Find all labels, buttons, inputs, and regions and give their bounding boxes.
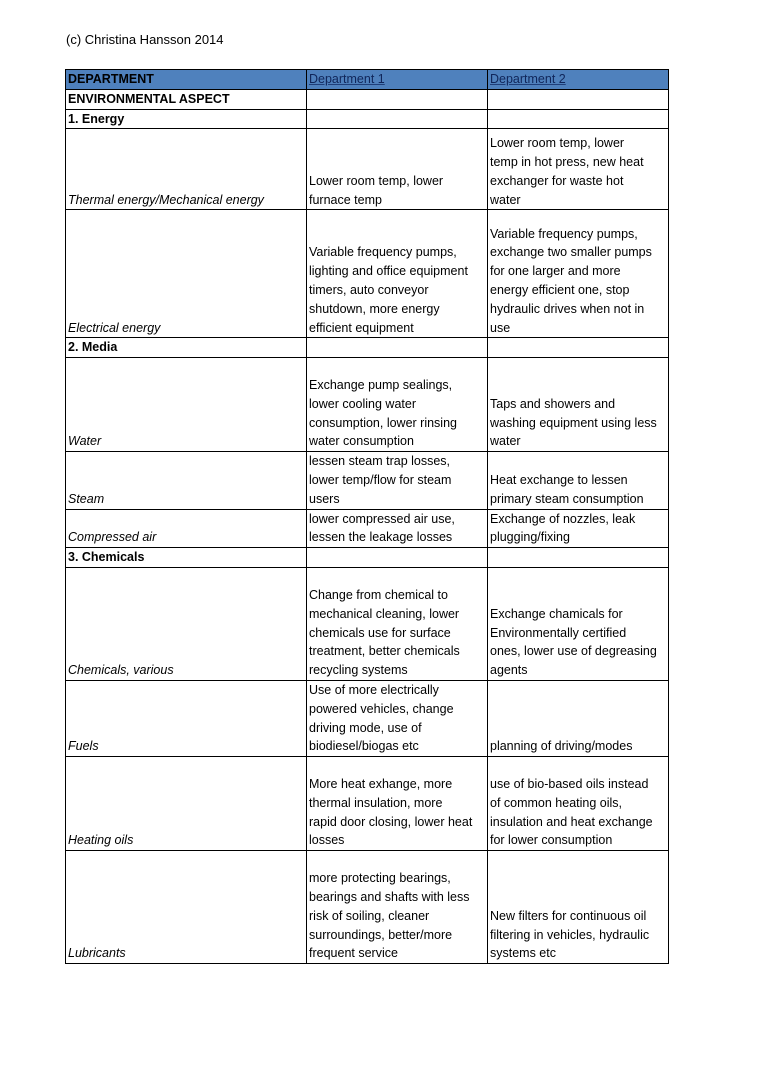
- table-row: [66, 358, 669, 452]
- table-row: [66, 548, 669, 568]
- aspect-cell: Heating oils: [66, 757, 307, 851]
- table-row: [66, 567, 669, 680]
- header-department: DEPARTMENT: [66, 70, 307, 90]
- department-1-cell: Variable frequency pumps, lighting and office equipment timers, auto conveyor shutdown, more energy efficient equipment: [307, 210, 488, 338]
- department-1-cell: lower compressed air use, lessen the leakage losses: [307, 509, 488, 548]
- department-2-cell: [488, 89, 669, 109]
- department-2-cell: Lower room temp, lower temp in hot press, new heat exchanger for waste hot water: [488, 129, 669, 210]
- department-1-cell: lessen steam trap losses, lower temp/flow for steam users: [307, 452, 488, 509]
- aspect-cell: Lubricants: [66, 851, 307, 964]
- header-department-2-label: Department 2: [490, 72, 566, 86]
- table-row: [66, 129, 669, 210]
- copyright-note: (c) Christina Hansson 2014: [66, 32, 224, 47]
- table-row: [66, 509, 669, 548]
- department-2-cell: Taps and showers and washing equipment using less water: [488, 358, 669, 452]
- header-department-1-label: Department 1: [309, 72, 385, 86]
- aspect-cell: Chemicals, various: [66, 567, 307, 680]
- aspect-cell: ENVIRONMENTAL ASPECT: [66, 89, 307, 109]
- department-2-cell: New filters for continuous oil filtering in vehicles, hydraulic systems etc: [488, 851, 669, 964]
- department-1-cell: [307, 548, 488, 568]
- department-1-cell: More heat exhange, more thermal insulation, more rapid door closing, lower heat losses: [307, 757, 488, 851]
- table-row: [66, 851, 669, 964]
- table-row: [66, 109, 669, 129]
- department-2-cell: Variable frequency pumps, exchange two smaller pumps for one larger and more energy efficient one, stop hydraulic drives when not in use: [488, 210, 669, 338]
- table-row: [66, 338, 669, 358]
- department-1-cell: [307, 89, 488, 109]
- department-2-cell: Heat exchange to lessen primary steam consumption: [488, 452, 669, 509]
- department-2-cell: [488, 109, 669, 129]
- table-header-row: [66, 70, 669, 90]
- aspect-cell: Steam: [66, 452, 307, 509]
- environmental-aspects-table: [65, 69, 669, 964]
- department-2-cell: planning of driving/modes: [488, 680, 669, 756]
- department-1-cell: [307, 338, 488, 358]
- department-1-cell: [307, 109, 488, 129]
- header-department-2-link[interactable]: [488, 70, 669, 90]
- table-row: [66, 452, 669, 509]
- department-1-cell: more protecting bearings, bearings and shafts with less risk of soiling, cleaner surroundings, better/more frequent service: [307, 851, 488, 964]
- aspect-cell: Thermal energy/Mechanical energy: [66, 129, 307, 210]
- section-heading-cell: 1. Energy: [66, 109, 307, 129]
- aspect-cell: Fuels: [66, 680, 307, 756]
- department-2-cell: Exchange chamicals for Environmentally certified ones, lower use of degreasing agents: [488, 567, 669, 680]
- department-2-cell: [488, 338, 669, 358]
- aspect-cell: Electrical energy: [66, 210, 307, 338]
- department-2-cell: use of bio-based oils instead of common heating oils, insulation and heat exchange for lower consumption: [488, 757, 669, 851]
- table-row: [66, 210, 669, 338]
- aspect-cell: Water: [66, 358, 307, 452]
- section-heading-cell: 2. Media: [66, 338, 307, 358]
- table-row: [66, 680, 669, 756]
- department-1-cell: Lower room temp, lower furnace temp: [307, 129, 488, 210]
- header-department-1-link[interactable]: [307, 70, 488, 90]
- table-row: [66, 757, 669, 851]
- table-row: [66, 89, 669, 109]
- department-2-cell: Exchange of nozzles, leak plugging/fixing: [488, 509, 669, 548]
- department-1-cell: Change from chemical to mechanical cleaning, lower chemicals use for surface treatment, better chemicals recycling systems: [307, 567, 488, 680]
- department-1-cell: Exchange pump sealings, lower cooling water consumption, lower rinsing water consumption: [307, 358, 488, 452]
- aspect-cell: Compressed air: [66, 509, 307, 548]
- department-1-cell: Use of more electrically powered vehicles, change driving mode, use of biodiesel/biogas etc: [307, 680, 488, 756]
- section-heading-cell: 3. Chemicals: [66, 548, 307, 568]
- department-2-cell: [488, 548, 669, 568]
